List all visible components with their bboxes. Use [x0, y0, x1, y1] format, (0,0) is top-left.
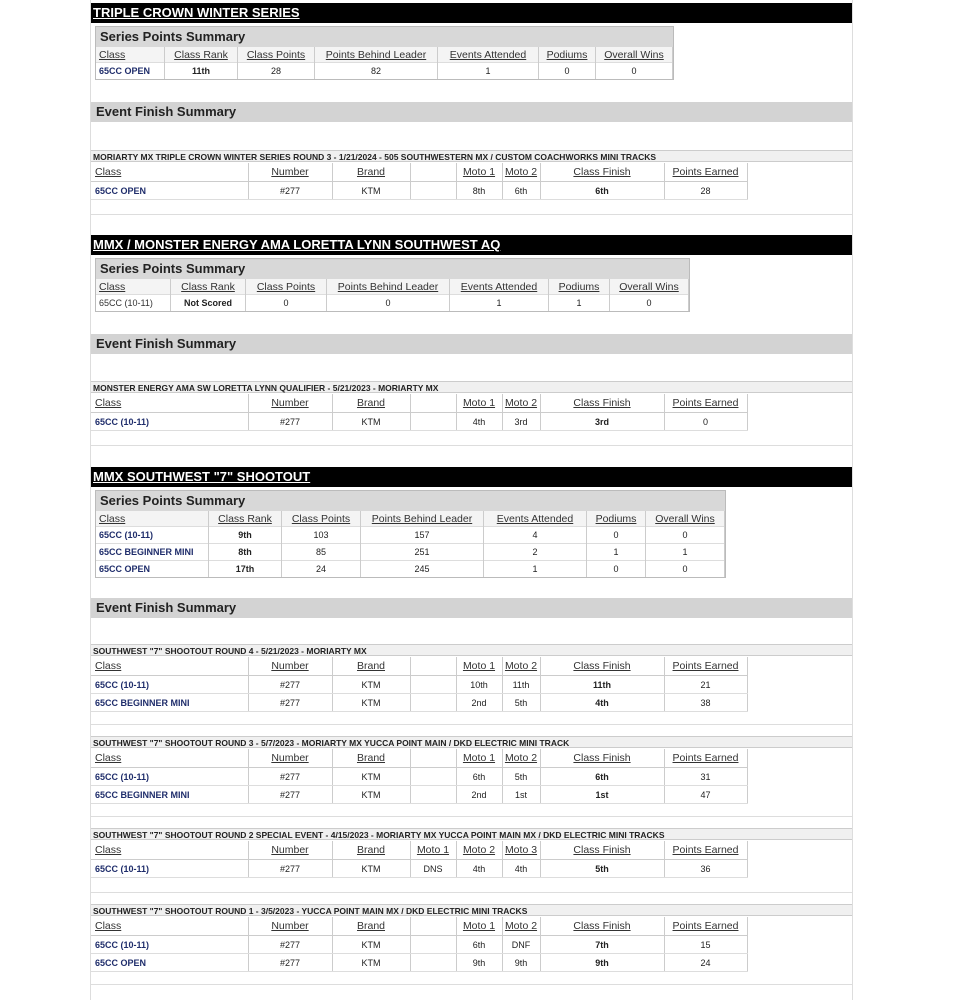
column-header [410, 657, 456, 676]
table-cell: 1 [549, 295, 610, 312]
table-cell: 10th [456, 676, 502, 694]
table-cell: 7th [540, 936, 664, 954]
column-header[interactable]: Moto 1 [456, 163, 502, 182]
column-header[interactable]: Overall Wins [610, 279, 689, 295]
table-cell: 4th [540, 694, 664, 712]
table-cell: KTM [332, 786, 410, 804]
column-header[interactable]: Podiums [587, 511, 646, 527]
column-header[interactable]: Class Rank [165, 47, 238, 63]
table-header-row [91, 917, 747, 936]
table-cell: 5th [540, 860, 664, 878]
table-cell: Not Scored [171, 295, 246, 312]
divider [91, 724, 852, 725]
table-cell: KTM [332, 936, 410, 954]
table-cell: KTM [332, 860, 410, 878]
table-header-row [91, 841, 747, 860]
table-header-row [91, 657, 747, 676]
column-header[interactable]: Number [248, 917, 332, 936]
series-title-link[interactable]: MMX / MONSTER ENERGY AMA LORETTA LYNN SOUTHWEST AQ [93, 237, 501, 252]
column-header[interactable]: Number [248, 841, 332, 860]
column-header[interactable]: Moto 1 [410, 841, 456, 860]
column-header[interactable]: Class Finish [540, 394, 664, 413]
table-cell: KTM [332, 182, 410, 200]
column-header[interactable]: Points Earned [664, 841, 747, 860]
table-cell: 9th [209, 527, 282, 544]
column-header [410, 749, 456, 768]
table-cell: 0 [646, 561, 725, 578]
class-link[interactable]: 65CC (10-11) [96, 527, 209, 544]
column-header[interactable]: Points Earned [664, 917, 747, 936]
column-header[interactable]: Class [96, 47, 165, 63]
column-header[interactable]: Points Earned [664, 394, 747, 413]
table-cell: KTM [332, 676, 410, 694]
table-cell: 47 [664, 786, 747, 804]
table-row [91, 954, 747, 972]
table-cell: 4 [484, 527, 587, 544]
column-header[interactable]: Class Finish [540, 917, 664, 936]
column-header[interactable]: Moto 2 [456, 841, 502, 860]
table-cell: KTM [332, 694, 410, 712]
class-link[interactable]: 65CC (10-11) [91, 768, 248, 786]
table-cell: 4th [502, 860, 540, 878]
table-cell: 0 [646, 527, 725, 544]
divider [91, 214, 852, 215]
event-results-table [91, 657, 748, 712]
table-cell: 8th [456, 182, 502, 200]
column-header[interactable]: Class Finish [540, 841, 664, 860]
event-results-table [91, 917, 748, 972]
divider [91, 984, 852, 985]
table-cell: 15 [664, 936, 747, 954]
event-finish-summary-header: Event Finish Summary [91, 598, 852, 618]
table-cell: 24 [282, 561, 361, 578]
table-cell: 6th [540, 768, 664, 786]
column-header[interactable]: Brand [332, 394, 410, 413]
column-header[interactable]: Class [91, 841, 248, 860]
table-cell: 6th [540, 182, 664, 200]
column-header[interactable]: Points Earned [664, 657, 747, 676]
series-title-link[interactable]: TRIPLE CROWN WINTER SERIES [93, 5, 300, 20]
column-header[interactable]: Class [96, 511, 209, 527]
series-header [91, 3, 852, 23]
column-header[interactable]: Moto 2 [502, 163, 540, 182]
table-cell: #277 [248, 676, 332, 694]
series-header [91, 235, 852, 255]
event-results-table [91, 841, 748, 878]
series-points-summary-title: Series Points Summary [96, 491, 725, 511]
event-title: MONSTER ENERGY AMA SW LORETTA LYNN QUALIFIER - 5/21/2023 - MORIARTY MX [91, 381, 852, 393]
table-cell: 6th [502, 182, 540, 200]
column-header[interactable]: Number [248, 657, 332, 676]
event-title: SOUTHWEST "7" SHOOTOUT ROUND 2 SPECIAL EVENT - 4/15/2023 - MORIARTY MX YUCCA POINT MAIN MX / DKD ELECTRIC MINI TRACKS [91, 828, 852, 840]
column-header[interactable]: Brand [332, 657, 410, 676]
table-cell [410, 413, 456, 431]
table-cell: 24 [664, 954, 747, 972]
table-cell: 9th [456, 954, 502, 972]
table-cell: 6th [456, 936, 502, 954]
column-header[interactable]: Moto 1 [456, 917, 502, 936]
table-cell: 8th [209, 544, 282, 561]
column-header[interactable]: Number [248, 394, 332, 413]
column-header[interactable]: Class Points [246, 279, 327, 295]
series-points-table [96, 47, 673, 79]
table-cell: 85 [282, 544, 361, 561]
table-cell: 11th [165, 63, 238, 80]
class-link[interactable]: 65CC (10-11) [91, 860, 248, 878]
column-header[interactable]: Brand [332, 163, 410, 182]
table-cell: #277 [248, 786, 332, 804]
table-row [91, 694, 747, 712]
class-link[interactable]: 65CC (10-11) [91, 936, 248, 954]
series-points-table [96, 511, 725, 577]
table-cell: 5th [502, 694, 540, 712]
table-row [96, 295, 689, 312]
table-cell [410, 182, 456, 200]
table-row [96, 544, 725, 561]
column-header[interactable]: Class Rank [171, 279, 246, 295]
class-link[interactable]: 65CC (10-11) [91, 676, 248, 694]
table-cell: 1st [540, 786, 664, 804]
table-cell: 0 [587, 527, 646, 544]
event-results-table [91, 394, 748, 431]
table-row [91, 860, 747, 878]
table-cell [410, 768, 456, 786]
column-header [410, 394, 456, 413]
divider [91, 892, 852, 893]
event-results-table [91, 163, 748, 200]
column-header[interactable]: Class [91, 163, 248, 182]
results-page [90, 0, 853, 1000]
event-finish-summary-header: Event Finish Summary [91, 334, 852, 354]
table-cell: 28 [664, 182, 747, 200]
table-cell: 1 [587, 544, 646, 561]
table-row [91, 413, 747, 431]
series-points-summary-title: Series Points Summary [96, 259, 689, 279]
series-points-summary [95, 490, 726, 578]
column-header[interactable]: Points Behind Leader [315, 47, 438, 63]
column-header[interactable]: Moto 2 [502, 657, 540, 676]
column-header[interactable]: Class [96, 279, 171, 295]
class-link[interactable]: 65CC OPEN [96, 63, 165, 80]
divider [91, 445, 852, 446]
table-cell: 21 [664, 676, 747, 694]
event-finish-summary-header: Event Finish Summary [91, 102, 852, 122]
table-header-row [96, 511, 725, 527]
table-cell: 11th [502, 676, 540, 694]
column-header[interactable]: Class [91, 394, 248, 413]
column-header[interactable]: Points Earned [664, 163, 747, 182]
column-header[interactable]: Brand [332, 841, 410, 860]
table-header-row [96, 47, 673, 63]
table-cell: DNS [410, 860, 456, 878]
event-title: SOUTHWEST "7" SHOOTOUT ROUND 4 - 5/21/2023 - MORIARTY MX [91, 644, 852, 656]
column-header[interactable]: Brand [332, 749, 410, 768]
table-cell: 36 [664, 860, 747, 878]
table-row [91, 676, 747, 694]
table-header-row [91, 749, 747, 768]
table-cell: 1 [450, 295, 549, 312]
column-header[interactable]: Podiums [549, 279, 610, 295]
table-cell: 28 [238, 63, 315, 80]
column-header[interactable]: Class Finish [540, 163, 664, 182]
table-cell [410, 786, 456, 804]
column-header[interactable]: Events Attended [450, 279, 549, 295]
table-header-row [91, 163, 747, 182]
table-cell: 6th [456, 768, 502, 786]
event-title: SOUTHWEST "7" SHOOTOUT ROUND 1 - 3/5/2023 - YUCCA POINT MAIN MX / DKD ELECTRIC MINI TRACKS [91, 904, 852, 916]
table-cell: 3rd [540, 413, 664, 431]
table-cell: 4th [456, 860, 502, 878]
column-header[interactable]: Moto 2 [502, 749, 540, 768]
table-cell: 1 [438, 63, 539, 80]
table-cell: #277 [248, 694, 332, 712]
table-cell [410, 676, 456, 694]
column-header[interactable]: Overall Wins [646, 511, 725, 527]
column-header[interactable]: Brand [332, 917, 410, 936]
event-title: SOUTHWEST "7" SHOOTOUT ROUND 3 - 5/7/2023 - MORIARTY MX YUCCA POINT MAIN / DKD ELECTRIC MINI TRACK [91, 736, 852, 748]
table-cell: 0 [539, 63, 596, 80]
table-cell: 9th [502, 954, 540, 972]
event-title: MORIARTY MX TRIPLE CROWN WINTER SERIES ROUND 3 - 1/21/2024 - 505 SOUTHWESTERN MX / CUSTOM COACHWORKS MINI TRACKS [91, 150, 852, 162]
column-header[interactable]: Points Behind Leader [327, 279, 450, 295]
column-header[interactable]: Number [248, 749, 332, 768]
table-cell: 1 [646, 544, 725, 561]
event-results-table [91, 749, 748, 804]
table-cell [410, 954, 456, 972]
column-header[interactable]: Class [91, 749, 248, 768]
table-cell: KTM [332, 768, 410, 786]
table-cell [410, 694, 456, 712]
table-header-row [91, 394, 747, 413]
column-header[interactable]: Points Earned [664, 749, 747, 768]
table-cell: 0 [596, 63, 673, 80]
table-cell: 103 [282, 527, 361, 544]
series-points-summary-title: Series Points Summary [96, 27, 673, 47]
series-points-summary [95, 258, 690, 312]
table-cell: 2 [484, 544, 587, 561]
table-cell: #277 [248, 182, 332, 200]
table-cell: 251 [361, 544, 484, 561]
table-cell: 82 [315, 63, 438, 80]
column-header[interactable]: Class Finish [540, 749, 664, 768]
table-row [91, 936, 747, 954]
table-cell: 0 [587, 561, 646, 578]
series-title-link[interactable]: MMX SOUTHWEST "7" SHOOTOUT [93, 469, 311, 484]
table-row [91, 786, 747, 804]
column-header[interactable]: Moto 1 [456, 394, 502, 413]
table-cell: 1 [484, 561, 587, 578]
column-header[interactable]: Points Behind Leader [361, 511, 484, 527]
table-cell: 1st [502, 786, 540, 804]
table-cell: 11th [540, 676, 664, 694]
table-cell: 0 [327, 295, 450, 312]
class-link[interactable]: 65CC (10-11) [96, 295, 171, 312]
class-link[interactable]: 65CC OPEN [91, 954, 248, 972]
divider [91, 816, 852, 817]
table-cell: 3rd [502, 413, 540, 431]
table-cell: 5th [502, 768, 540, 786]
column-header[interactable]: Class Points [282, 511, 361, 527]
series-header [91, 467, 852, 487]
column-header [410, 163, 456, 182]
table-cell: 157 [361, 527, 484, 544]
table-cell: KTM [332, 413, 410, 431]
table-cell: 31 [664, 768, 747, 786]
column-header[interactable]: Class Points [238, 47, 315, 63]
class-link[interactable]: 65CC (10-11) [91, 413, 248, 431]
class-link[interactable]: 65CC BEGINNER MINI [96, 544, 209, 561]
table-cell: KTM [332, 954, 410, 972]
class-link[interactable]: 65CC BEGINNER MINI [91, 786, 248, 804]
table-cell: #277 [248, 413, 332, 431]
column-header[interactable]: Overall Wins [596, 47, 673, 63]
column-header[interactable]: Podiums [539, 47, 596, 63]
table-cell: 17th [209, 561, 282, 578]
column-header[interactable]: Events Attended [438, 47, 539, 63]
column-header[interactable]: Moto 1 [456, 657, 502, 676]
class-link[interactable]: 65CC OPEN [91, 182, 248, 200]
table-cell: 0 [664, 413, 747, 431]
table-row [96, 527, 725, 544]
table-cell: 38 [664, 694, 747, 712]
column-header[interactable]: Moto 3 [502, 841, 540, 860]
table-cell: 2nd [456, 694, 502, 712]
column-header[interactable]: Number [248, 163, 332, 182]
table-row [96, 63, 673, 80]
table-cell: #277 [248, 936, 332, 954]
table-row [91, 768, 747, 786]
table-cell: 9th [540, 954, 664, 972]
table-header-row [96, 279, 689, 295]
table-cell: 2nd [456, 786, 502, 804]
table-cell: 4th [456, 413, 502, 431]
class-link[interactable]: 65CC OPEN [96, 561, 209, 578]
column-header[interactable]: Class Finish [540, 657, 664, 676]
table-cell [410, 936, 456, 954]
table-cell: 245 [361, 561, 484, 578]
column-header[interactable]: Class [91, 657, 248, 676]
class-link[interactable]: 65CC BEGINNER MINI [91, 694, 248, 712]
column-header [410, 917, 456, 936]
column-header[interactable]: Class [91, 917, 248, 936]
table-cell: #277 [248, 860, 332, 878]
series-points-table [96, 279, 689, 311]
column-header[interactable]: Moto 1 [456, 749, 502, 768]
column-header[interactable]: Moto 2 [502, 394, 540, 413]
column-header[interactable]: Events Attended [484, 511, 587, 527]
series-points-summary [95, 26, 674, 80]
table-cell: #277 [248, 768, 332, 786]
column-header[interactable]: Class Rank [209, 511, 282, 527]
table-row [96, 561, 725, 578]
table-cell: DNF [502, 936, 540, 954]
table-cell: 0 [610, 295, 689, 312]
table-cell: #277 [248, 954, 332, 972]
column-header[interactable]: Moto 2 [502, 917, 540, 936]
table-cell: 0 [246, 295, 327, 312]
table-row [91, 182, 747, 200]
